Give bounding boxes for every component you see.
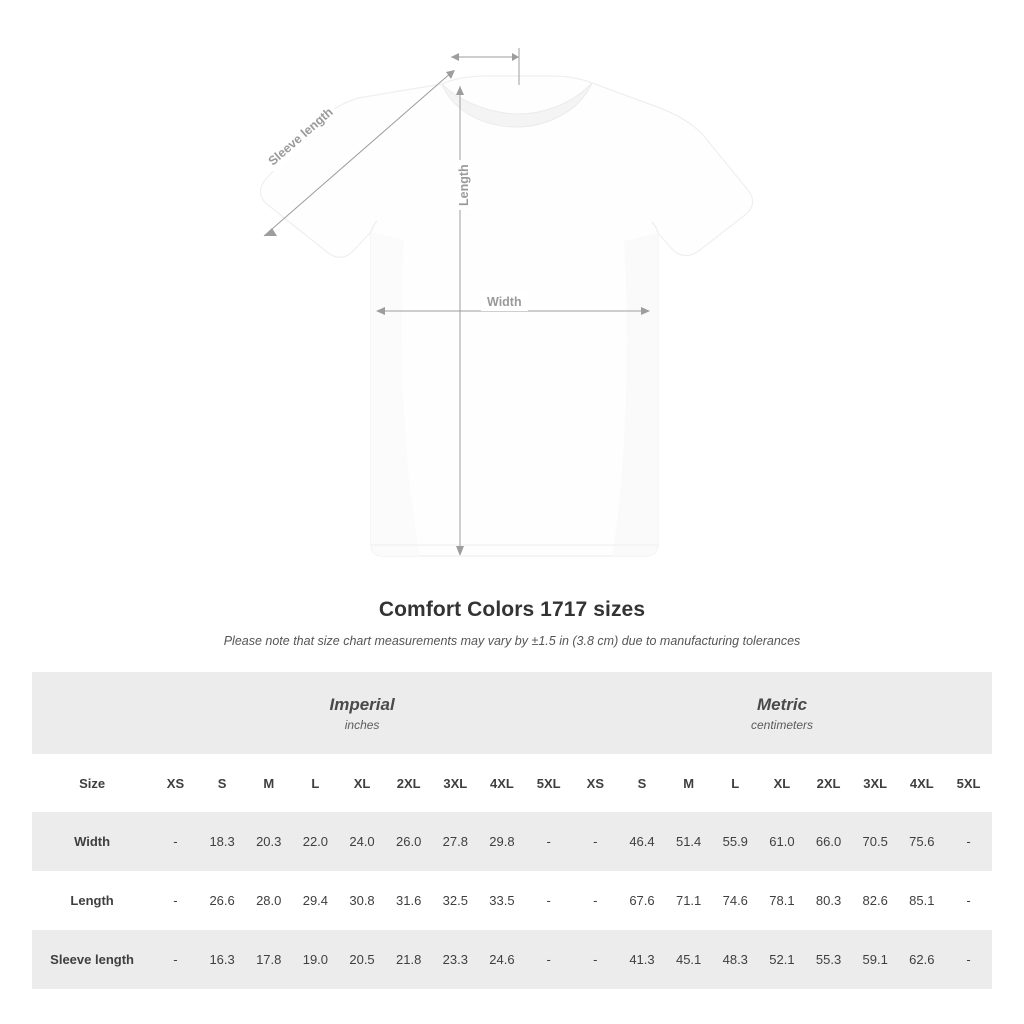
cell-sleeve-imp-m: 17.8 bbox=[245, 930, 292, 989]
cell-width-met-xs: - bbox=[572, 812, 619, 871]
size-header-imperial-5xl: 5XL bbox=[525, 754, 572, 812]
tolerance-note: Please note that size chart measurements may vary by ±1.5 in (3.8 cm) due to manufacturing tolerances bbox=[223, 634, 801, 648]
cell-width-met-m: 51.4 bbox=[665, 812, 712, 871]
cell-length-imp-5xl: - bbox=[525, 871, 572, 930]
cell-length-met-2xl: 80.3 bbox=[805, 871, 852, 930]
cell-width-imp-4xl: 29.8 bbox=[479, 812, 526, 871]
cell-sleeve-imp-3xl: 23.3 bbox=[432, 930, 479, 989]
unit-imperial-name: Imperial bbox=[329, 694, 395, 714]
unit-imperial-sub: inches bbox=[344, 718, 380, 733]
size-header-label: Size bbox=[32, 754, 152, 812]
unit-header-metric bbox=[572, 672, 992, 754]
size-header-metric-m: M bbox=[665, 754, 712, 812]
row-label-sleeve-length: Sleeve length bbox=[32, 930, 152, 989]
row-label-width: Width bbox=[32, 812, 152, 871]
page-title: Comfort Colors 1717 sizes bbox=[378, 598, 646, 621]
size-table-wrapper bbox=[32, 672, 992, 989]
cell-width-imp-xl: 24.0 bbox=[339, 812, 386, 871]
cell-sleeve-imp-s: 16.3 bbox=[199, 930, 246, 989]
size-header-metric-3xl: 3XL bbox=[852, 754, 899, 812]
cell-sleeve-met-4xl: 62.6 bbox=[899, 930, 946, 989]
cell-sleeve-imp-xs: - bbox=[152, 930, 199, 989]
size-header-imperial-m: M bbox=[245, 754, 292, 812]
size-header-row bbox=[32, 754, 992, 812]
table-row bbox=[32, 812, 992, 871]
size-header-imperial-s: S bbox=[199, 754, 246, 812]
unit-header-imperial bbox=[152, 672, 572, 754]
cell-length-imp-2xl: 31.6 bbox=[385, 871, 432, 930]
size-header-imperial-2xl: 2XL bbox=[385, 754, 432, 812]
size-header-metric-s: S bbox=[619, 754, 666, 812]
cell-width-met-s: 46.4 bbox=[619, 812, 666, 871]
width-label: Width bbox=[481, 293, 528, 311]
cell-length-met-xl: 78.1 bbox=[759, 871, 806, 930]
size-header-metric-4xl: 4XL bbox=[899, 754, 946, 812]
cell-sleeve-imp-5xl: - bbox=[525, 930, 572, 989]
size-header-imperial-xs: XS bbox=[152, 754, 199, 812]
cell-length-met-s: 67.6 bbox=[619, 871, 666, 930]
cell-length-imp-xl: 30.8 bbox=[339, 871, 386, 930]
size-header-metric-5xl: 5XL bbox=[945, 754, 992, 812]
cell-width-imp-xs: - bbox=[152, 812, 199, 871]
unit-header-row bbox=[32, 672, 992, 754]
cell-sleeve-met-3xl: 59.1 bbox=[852, 930, 899, 989]
table-row bbox=[32, 930, 992, 989]
cell-sleeve-met-5xl: - bbox=[945, 930, 992, 989]
row-label-length: Length bbox=[32, 871, 152, 930]
size-header-imperial-3xl: 3XL bbox=[432, 754, 479, 812]
cell-sleeve-imp-xl: 20.5 bbox=[339, 930, 386, 989]
cell-width-met-2xl: 66.0 bbox=[805, 812, 852, 871]
cell-width-imp-2xl: 26.0 bbox=[385, 812, 432, 871]
sleeve-length-label: Sleeve length bbox=[262, 101, 339, 171]
cell-length-imp-xs: - bbox=[152, 871, 199, 930]
size-header-imperial-xl: XL bbox=[339, 754, 386, 812]
cell-width-imp-s: 18.3 bbox=[199, 812, 246, 871]
cell-width-met-5xl: - bbox=[945, 812, 992, 871]
cell-sleeve-met-xs: - bbox=[572, 930, 619, 989]
size-header-metric-xl: XL bbox=[759, 754, 806, 812]
title-block bbox=[0, 598, 1024, 648]
table-row bbox=[32, 871, 992, 930]
cell-sleeve-met-m: 45.1 bbox=[665, 930, 712, 989]
cell-width-imp-5xl: - bbox=[525, 812, 572, 871]
cell-length-met-xs: - bbox=[572, 871, 619, 930]
cell-length-imp-l: 29.4 bbox=[292, 871, 339, 930]
cell-length-imp-s: 26.6 bbox=[199, 871, 246, 930]
cell-length-met-5xl: - bbox=[945, 871, 992, 930]
cell-width-met-xl: 61.0 bbox=[759, 812, 806, 871]
size-header-metric-xs: XS bbox=[572, 754, 619, 812]
cell-width-met-l: 55.9 bbox=[712, 812, 759, 871]
size-header-metric-l: L bbox=[712, 754, 759, 812]
cell-sleeve-imp-l: 19.0 bbox=[292, 930, 339, 989]
cell-sleeve-met-2xl: 55.3 bbox=[805, 930, 852, 989]
cell-width-imp-m: 20.3 bbox=[245, 812, 292, 871]
cell-sleeve-met-s: 41.3 bbox=[619, 930, 666, 989]
size-header-metric-2xl: 2XL bbox=[805, 754, 852, 812]
cell-sleeve-met-xl: 52.1 bbox=[759, 930, 806, 989]
size-table bbox=[32, 672, 992, 989]
cell-length-imp-3xl: 32.5 bbox=[432, 871, 479, 930]
sleeve-length-label-wrap bbox=[262, 104, 352, 212]
unit-header-blank bbox=[32, 672, 152, 754]
cell-sleeve-met-l: 48.3 bbox=[712, 930, 759, 989]
unit-metric-sub: centimeters bbox=[751, 718, 814, 733]
cell-width-imp-3xl: 27.8 bbox=[432, 812, 479, 871]
unit-metric-name: Metric bbox=[756, 694, 808, 714]
cell-width-imp-l: 22.0 bbox=[292, 812, 339, 871]
cell-length-met-m: 71.1 bbox=[665, 871, 712, 930]
cell-width-met-4xl: 75.6 bbox=[899, 812, 946, 871]
cell-sleeve-imp-2xl: 21.8 bbox=[385, 930, 432, 989]
cell-length-met-4xl: 85.1 bbox=[899, 871, 946, 930]
size-header-imperial-4xl: 4XL bbox=[479, 754, 526, 812]
length-label: Length bbox=[455, 160, 473, 210]
cell-length-met-3xl: 82.6 bbox=[852, 871, 899, 930]
cell-length-met-l: 74.6 bbox=[712, 871, 759, 930]
size-header-imperial-l: L bbox=[292, 754, 339, 812]
cell-width-met-3xl: 70.5 bbox=[852, 812, 899, 871]
cell-sleeve-imp-4xl: 24.6 bbox=[479, 930, 526, 989]
cell-length-imp-m: 28.0 bbox=[245, 871, 292, 930]
cell-length-imp-4xl: 33.5 bbox=[479, 871, 526, 930]
